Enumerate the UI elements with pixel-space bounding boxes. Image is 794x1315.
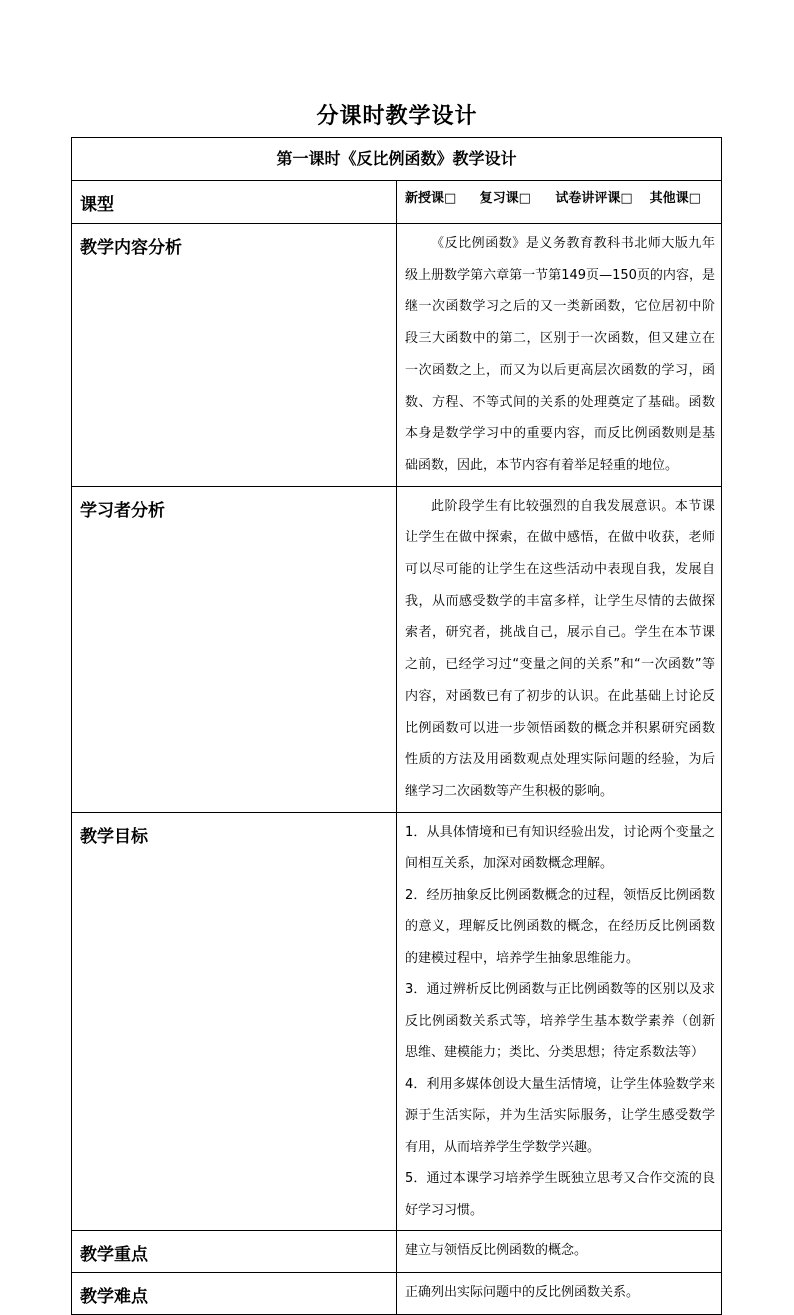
content-analysis-row xyxy=(72,224,722,487)
lesson-type-options xyxy=(405,183,715,221)
lesson-type-exam-review[interactable]: 试卷讲评课□ xyxy=(555,191,633,206)
lesson-title: 第一课时《反比例函数》教学设计 xyxy=(72,138,722,181)
learner-analysis-text: 此阶段学生有比较强烈的自我发展意识。本节课让学生在做中探索，在做中感悟，在做中收获，老师可以尽可能的让学生在这些活动中表现自我，发展自我，从而感受数学的丰富多样，让学生尽情的去做探索者，研究者，挑战自己，展示自己。学生在本节课之前，已经学习过“变量之间的关系”和“一次函数”等内容，对函数已有了初步的认识。在此基础上讨论反比例函数可以进一步领悟函数的概念并积累研究函数性质的方法及用函数观点处理实际问题的经验，为后继学习二次函数等产生积极的影响。 xyxy=(405,498,715,799)
objectives-cell xyxy=(397,812,722,1231)
objective-item: 2．经历抽象反比例函数概念的过程，领悟反比例函数的意义，理解反比例函数的概念，在经历反比例函数的建模过程中，培养学生抽象思维能力。 xyxy=(405,887,715,966)
lesson-type-other[interactable]: 其他课□ xyxy=(649,191,701,206)
objective-item: 5．通过本课学习培养学生既独立思考又合作交流的良好学习习惯。 xyxy=(405,1171,715,1218)
objective-item: 4．利用多媒体创设大量生活情境，让学生体验数学来源于生活实际，并为生活实际服务，让学生感受数学有用，从而培养学生学数学兴趣。 xyxy=(405,1076,715,1155)
content-analysis-cell xyxy=(397,224,722,487)
learner-analysis-row xyxy=(72,486,722,812)
difficulty-row xyxy=(72,1273,722,1315)
objectives-row xyxy=(72,812,722,1231)
content-analysis-label: 教学内容分析 xyxy=(72,224,397,487)
objective-item: 3．通过辨析反比例函数与正比例函数等的区别以及求反比例函数关系式等，培养学生基本数学素养（创新思维、建模能力；类比、分类思想；待定系数法等） xyxy=(405,982,715,1061)
lesson-title-row xyxy=(72,138,722,181)
difficulty-cell xyxy=(397,1273,722,1315)
content-analysis-text: 《反比例函数》是义务教育教科书北师大版九年级上册数学第六章第一节第149页—150页的内容，是继一次函数学习之后的又一类新函数，它位居初中阶段三大函数中的第二，区别于一次函数，但又建立在一次函数之上，而又为以后更高层次函数的学习，函数、方程、不等式间的关系的处理奠定了基础。函数本身是数学学习中的重要内容，而反比例函数则是基础函数，因此，本节内容有着举足轻重的地位。 xyxy=(405,236,715,473)
objective-item: 1．从具体情境和已有知识经验出发，讨论两个变量之间相互关系，加深对函数概念理解。 xyxy=(405,824,715,872)
difficulty-text: 正确列出实际问题中的反比例函数关系。 xyxy=(405,1285,640,1301)
lesson-type-review[interactable]: 复习课□ xyxy=(479,191,531,206)
difficulty-label: 教学难点 xyxy=(72,1273,397,1315)
lesson-design-table xyxy=(71,137,722,1315)
lesson-type-row xyxy=(72,181,722,224)
lesson-type-cell xyxy=(397,181,722,224)
key-point-cell xyxy=(397,1231,722,1273)
lesson-type-label: 课型 xyxy=(72,181,397,224)
lesson-type-new[interactable]: 新授课□ xyxy=(405,191,457,206)
key-point-text: 建立与领悟反比例函数的概念。 xyxy=(405,1243,588,1259)
key-point-label: 教学重点 xyxy=(72,1231,397,1273)
objectives-label: 教学目标 xyxy=(72,812,397,1231)
key-point-row xyxy=(72,1231,722,1273)
learner-analysis-cell xyxy=(397,486,722,812)
page-title: 分课时教学设计 xyxy=(316,104,478,129)
learner-analysis-label: 学习者分析 xyxy=(72,486,397,812)
